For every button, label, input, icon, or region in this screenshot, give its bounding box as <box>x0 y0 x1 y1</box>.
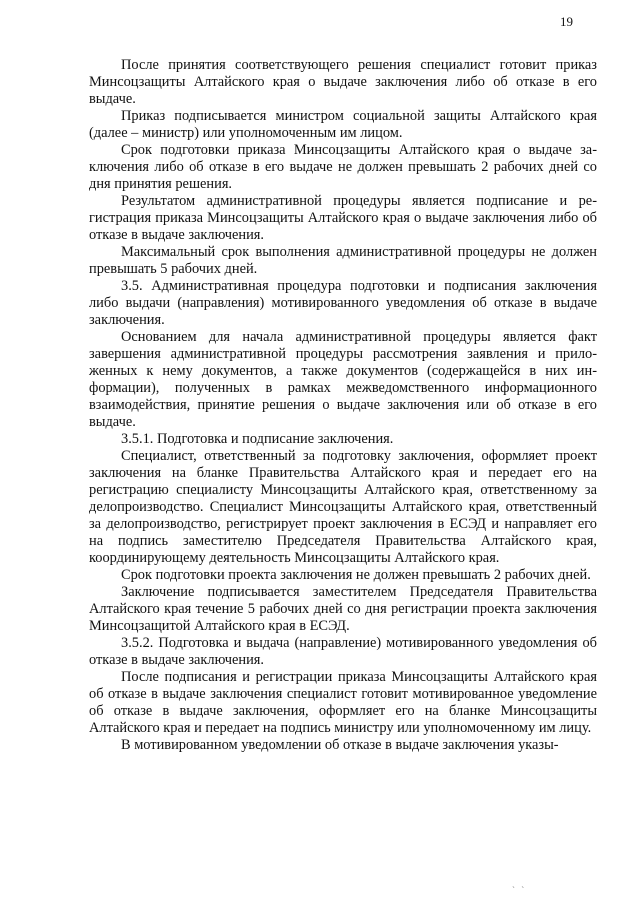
paragraph: После подписания и регистрации приказа Минсоцзащиты Алтайского края об отказе в выдаче заключения специалист готовит мотивированное уведомление об отказе в выдаче заключения, оформляет его на бланке Минсоцзащиты Алтайского края и передает на подпись министру или уполномоченному им лицу. <box>89 669 597 736</box>
paragraph: Максимальный срок выполнения административной процедуры не должен превышать 5 рабочих дней. <box>89 244 597 277</box>
paragraph: Основанием для начала административной процедуры является факт завершения административной процедуры рассмотрения заявления и приложенных к нему документов, а также документов (содержащейся в них информации), полученных в рамках межведомственного информационного взаимодействия, принятие решения о выдаче заключения или об отказе в его выдаче. <box>89 329 597 430</box>
paragraph: В мотивированном уведомлении об отказе в выдаче заключения указы- <box>121 737 559 753</box>
paragraph: Срок подготовки приказа Минсоцзащиты Алтайского края о выдаче заключения либо об отказе в его выдаче не должен превышать 2 рабочих дней со дня принятия решения. <box>89 142 597 192</box>
page-number: 19 <box>560 14 573 29</box>
paragraph: Срок подготовки проекта заключения не должен превышать 2 рабочих дней. <box>121 567 591 583</box>
subsection-heading-3-5-2: 3.5.2. Подготовка и выдача (направление) мотивированного уведомления об отказе в выдаче заключения. <box>89 635 597 668</box>
subsection-heading-3-5-1: 3.5.1. Подготовка и подписание заключения. <box>121 431 394 447</box>
paragraph: Специалист, ответственный за подготовку заключения, оформляет проект заключения на бланке Правительства Алтайского края и передает его на регистрацию специалисту Минсоцзащиты Алтайского края, ответственному за делопроизводство. Специалист Минсоцзащиты Алтайского края, ответственный за делопроизводство, регистрирует проект заключения в ЕСЭД и направляет его на подпись заместителю Председателя Правительства Алтайского края, координирующему деятельность Минсоцзащиты Алтайского края. <box>89 448 597 566</box>
paragraph: Результатом административной процедуры является подписание и регистрация приказа Минсоцзащиты Алтайского края о выдаче заключения либо об отказе в выдаче заключения. <box>89 193 597 243</box>
scan-mark: ˎ ˎ <box>512 878 527 888</box>
paragraph: После принятия соответствующего решения специалист готовит приказ Минсоцзащиты Алтайского края о выдаче заключения либо об отказе в его выдаче. <box>89 57 597 107</box>
paragraph: Заключение подписывается заместителем Председателя Правительства Алтайского края течение 5 рабочих дней со дня регистрации проекта заключения Минсоцзащитой Алтайского края в ЕСЭД. <box>89 584 597 634</box>
section-heading-3-5: 3.5. Административная процедура подготовки и подписания заключения либо выдачи (направления) мотивированного уведомления об отказе в выдаче заключения. <box>89 278 597 328</box>
document-body <box>89 57 597 754</box>
paragraph: Приказ подписывается министром социальной защиты Алтайского края (далее – министр) или уполномоченным им лицом. <box>89 108 597 141</box>
